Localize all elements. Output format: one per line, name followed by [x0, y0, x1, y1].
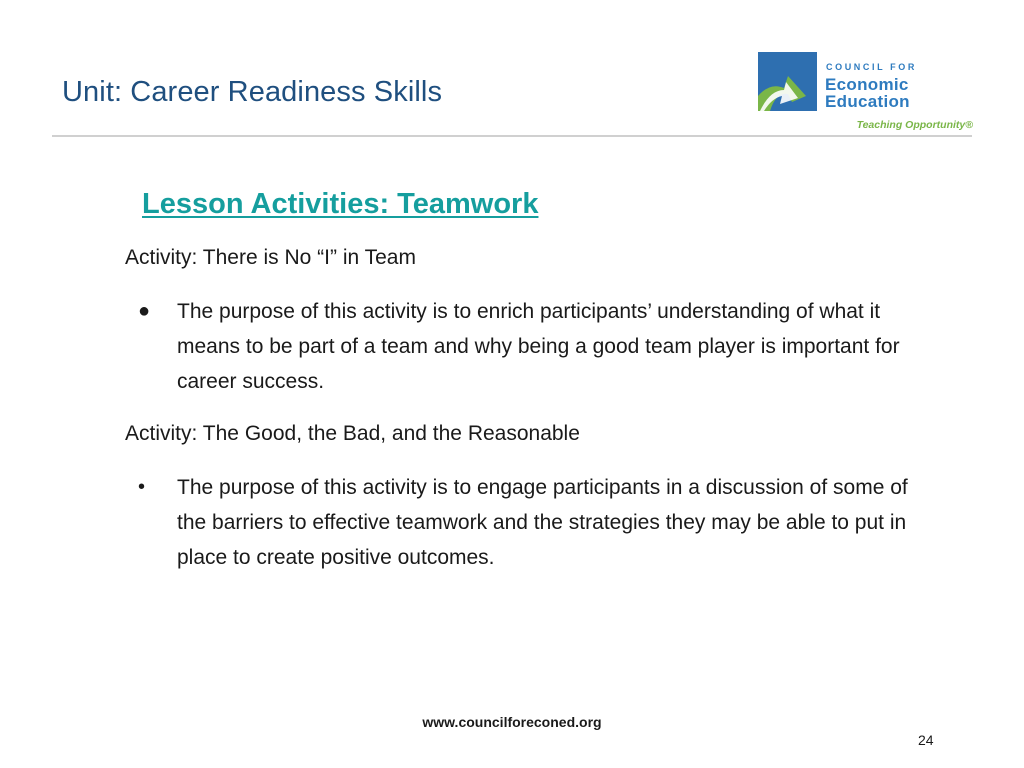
logo-tagline: Teaching Opportunity® [856, 119, 973, 131]
logo-line-education: Education [825, 92, 910, 111]
logo-mark-icon [758, 52, 817, 111]
lesson-heading: Lesson Activities: Teamwork [142, 188, 539, 220]
page-number: 24 [918, 732, 934, 748]
activity-title: Activity: The Good, the Bad, and the Reasonable [125, 422, 580, 445]
bullet-dot-icon: • [138, 476, 146, 498]
logo-small-text: COUNCIL FOR [826, 62, 917, 72]
council-for-economic-education-logo [758, 52, 973, 136]
header-divider [52, 135, 972, 137]
footer-url: www.councilforeconed.org [422, 714, 602, 730]
activity-description: The purpose of this activity is to engage participants in a discussion of some of the barriers to effective teamwork and the strategies they may be able to put in place to create positive outcomes. [177, 476, 908, 569]
activity-title: Activity: There is No “I” in Team [125, 246, 416, 269]
unit-title: Unit: Career Readiness Skills [62, 76, 443, 108]
bullet-dot-icon: ● [138, 300, 151, 322]
activity-description: The purpose of this activity is to enrich participants’ understanding of what it means to be part of a team and why being a good team player is important for career success. [177, 300, 900, 393]
logo-line-economic: Economic [825, 75, 909, 94]
